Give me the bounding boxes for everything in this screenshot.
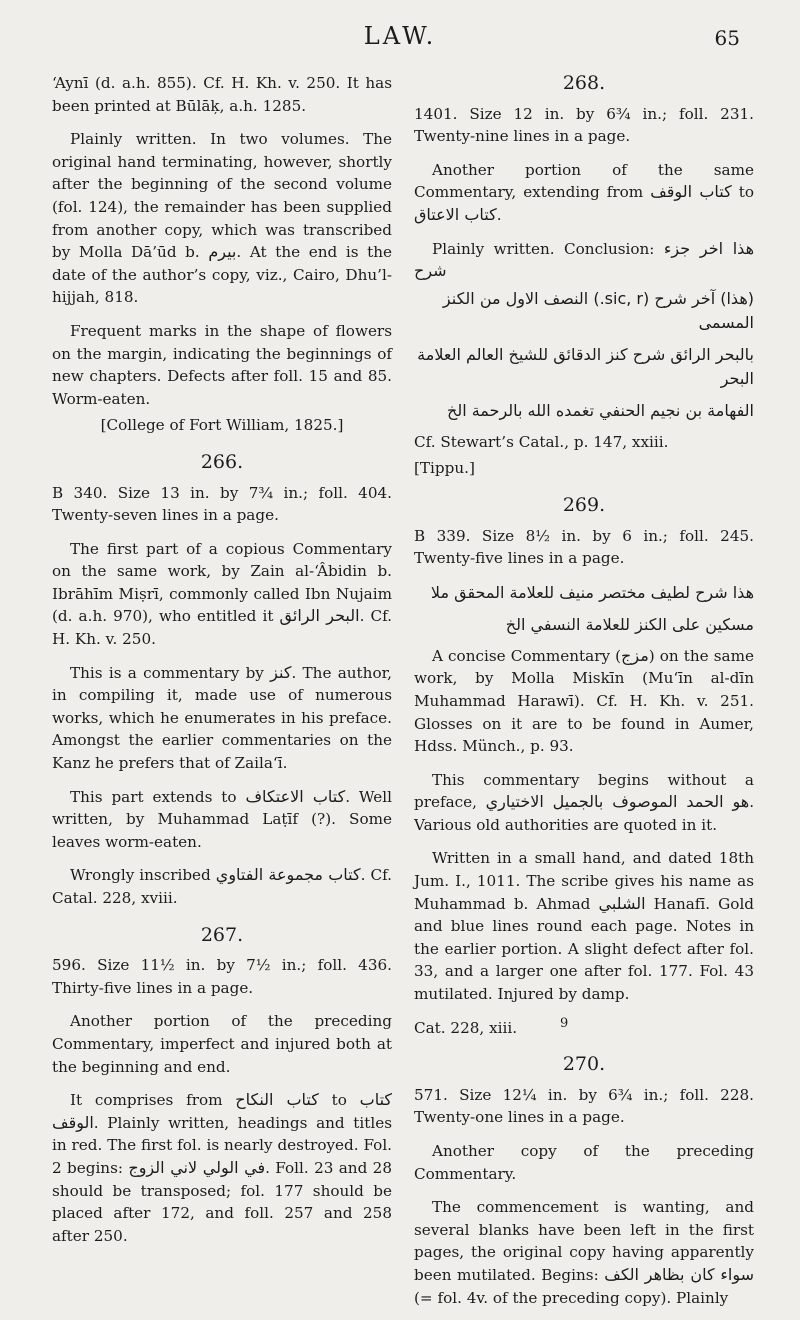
arabic-text: الشلبي xyxy=(598,893,646,913)
entry-number: 267. xyxy=(200,923,244,946)
description-paragraph: The commencement is wanting, and several blanks have been left in the first pages, the original copy having apparently been mutilated. Begins: سواء كان بظاهر الكف (= fol. 4v. of the preceding copy). Plainly xyxy=(414,1198,755,1307)
arabic-text: مزج xyxy=(621,645,649,665)
entry-number: 266. xyxy=(200,450,244,473)
left-column xyxy=(52,72,392,1258)
right-column xyxy=(414,72,754,1320)
description-paragraph: This part extends to كتاب الاعتكاف. Well written, by Muhammad Laṭīf (?). Some leaves worm-eaten. xyxy=(52,786,393,851)
description-paragraph: Plainly written. Conclusion: هذا اخر جزء شرح xyxy=(414,238,755,281)
running-head: LAW. xyxy=(363,22,437,50)
arabic-text: البحر الرائق xyxy=(279,606,360,626)
arabic-text: في الولي لاني الزوج xyxy=(128,1157,266,1177)
description-paragraph: The first part of a copious Commentary on the same work, by Zain al-‘Âbidin b. Ibrāhīm Miṣrī, commonly called Ibn Nujaim (d. a.h. 970), who entitled it البحر الرائق. Cf. H. Kh. v. 250. xyxy=(52,539,393,649)
description-paragraph: Plainly written. In two volumes. The original hand terminating, however, shortly after the beginning of the second volume (fol. 124), the remainder has been supplied from another copy, which was transcribed by Molla Dā’ūd b. بيرم. At the end is the date of the author’s copy, viz., Cairo, Dhu’l-hijjah, 818. xyxy=(52,130,392,307)
description-paragraph: Frequent marks in the shape of flowers on the margin, indicating the beginnings of new chapters. Defects after foll. 15 and 85. Worm-eaten. xyxy=(52,321,392,408)
entry-spec: 1401. Size 12 in. by 6¾ in.; foll. 231. Twenty-nine lines in a page. xyxy=(414,104,754,146)
provenance: [College of Fort William, 1825.] xyxy=(100,416,344,435)
entry-spec: 596. Size 11½ in. by 7½ in.; foll. 436. Thirty-five lines in a page. xyxy=(52,956,392,997)
arabic-text: كنز xyxy=(270,662,292,682)
description-paragraph: It comprises from كتاب النكاح to كتاب الوقف. Plainly written, headings and titles in red. The first fol. is nearly destroyed. Fol. 2 begins: في الولي لاني الزوج. Foll. 23 and 28 should be transposed; fol. 177 should be placed after 172, and foll. 257 and 258 after 250. xyxy=(52,1090,393,1245)
description-paragraph: A concise Commentary (مزج) on the same work, by Molla Miskīn (Mu‘īn al-dīn Muhammad Harawī). Cf. H. Kh. v. 251. Glosses on it are to be found in Aumer, Hdss. Münch., p. 93. xyxy=(414,645,754,756)
reference: Cf. Stewart’s Catal., p. 147, xxiii. xyxy=(414,432,669,451)
arabic-quotation-line: بالبحر الرائق شرح كنز الدقائق للشيخ العالم العلامة البحر xyxy=(417,344,754,388)
entry-number: 269. xyxy=(562,493,606,516)
page-header xyxy=(0,0,800,60)
entry-spec: 571. Size 12¼ in. by 6¾ in.; foll. 228. Twenty-one lines in a page. xyxy=(414,1085,754,1127)
description-paragraph: Written in a small hand, and dated 18th Jum. I., 1011. The scribe gives his name as Muhammad b. Ahmad الشلبي Hanafī. Gold and blue lines round each page. Notes in the earlier portion. A slight defect after fol. 33, and a larger one after fol. 177. Fol. 43 mutilated. Injured by damp. xyxy=(414,849,755,1004)
intro-paragraph: ‘Aynī (d. a.h. 855). Cf. H. Kh. v. 250. It has been printed at Būlāķ, a.h. 1285. xyxy=(52,74,392,115)
arabic-quotation-line: هذا شرح لطيف مختصر منيف للعلامة المحقق ملا xyxy=(430,582,754,602)
description-paragraph: Another copy of the preceding Commentary. xyxy=(414,1142,754,1183)
entry-spec: B 340. Size 13 in. by 7¾ in.; foll. 404. Twenty-seven lines in a page. xyxy=(52,483,392,525)
description-paragraph: Another portion of the same Commentary, extending from كتاب الوقف to كتاب الاعتاق. xyxy=(414,160,754,224)
arabic-text: هو الحمد الموصوف بالجميل الاختياري xyxy=(485,792,750,812)
arabic-text: كتاب الوقف xyxy=(52,1090,393,1132)
arabic-text: كتاب الاعتكاف xyxy=(245,786,346,806)
description-paragraph: This is a commentary by كنز. The author, in compiling it, made use of numerous works, which he enumerates in his preface. Amongst the earlier commentaries on the Kanz he prefers that of Zaila‘ī. xyxy=(52,662,393,773)
description-paragraph: Wrongly inscribed كتاب مجموعة الفتاوي. Cf. Catal. 228, xviii. xyxy=(52,865,393,907)
arabic-text: كتاب مجموعة الفتاوي xyxy=(215,865,361,885)
arabic-quotation-line: الفهامة بن نجيم الحنفي تغمده الله بالرحمة الخ xyxy=(446,400,754,420)
entry-spec: B 339. Size 8½ in. by 6 in.; foll. 245. Twenty-five lines in a page. xyxy=(414,526,754,568)
description-paragraph: Another portion of the preceding Commentary, imperfect and injured both at the beginning and end. xyxy=(52,1012,392,1076)
arabic-text: بيرم xyxy=(208,242,237,262)
description-paragraph: This commentary begins without a preface, هو الحمد الموصوف بالجميل الاختياري. Various old authorities are quoted in it. xyxy=(414,770,755,834)
arabic-text: سواء كان بظاهر الكف xyxy=(604,1264,755,1284)
reference: Cat. 228, xiii. xyxy=(414,1018,518,1037)
arabic-text: كتاب الاعتاق xyxy=(414,204,497,224)
arabic-text: كتاب النكاح xyxy=(235,1090,319,1110)
arabic-text: هذا اخر جزء شرح xyxy=(414,238,755,281)
page-number: 65 xyxy=(714,26,740,50)
entry-number: 268. xyxy=(562,72,606,94)
entry-number: 270. xyxy=(562,1053,606,1076)
signature-mark: 9 xyxy=(560,1016,569,1031)
provenance: [Tippu.] xyxy=(414,459,475,478)
arabic-text: كتاب الوقف xyxy=(650,182,732,202)
arabic-quotation-line: (هذا) آخر شرح (sic, r.) النصف الاول من الكنز المسمى xyxy=(442,288,754,332)
arabic-quotation-line: مسكين على الكنز للعلامة النسفي الخ xyxy=(505,614,754,634)
